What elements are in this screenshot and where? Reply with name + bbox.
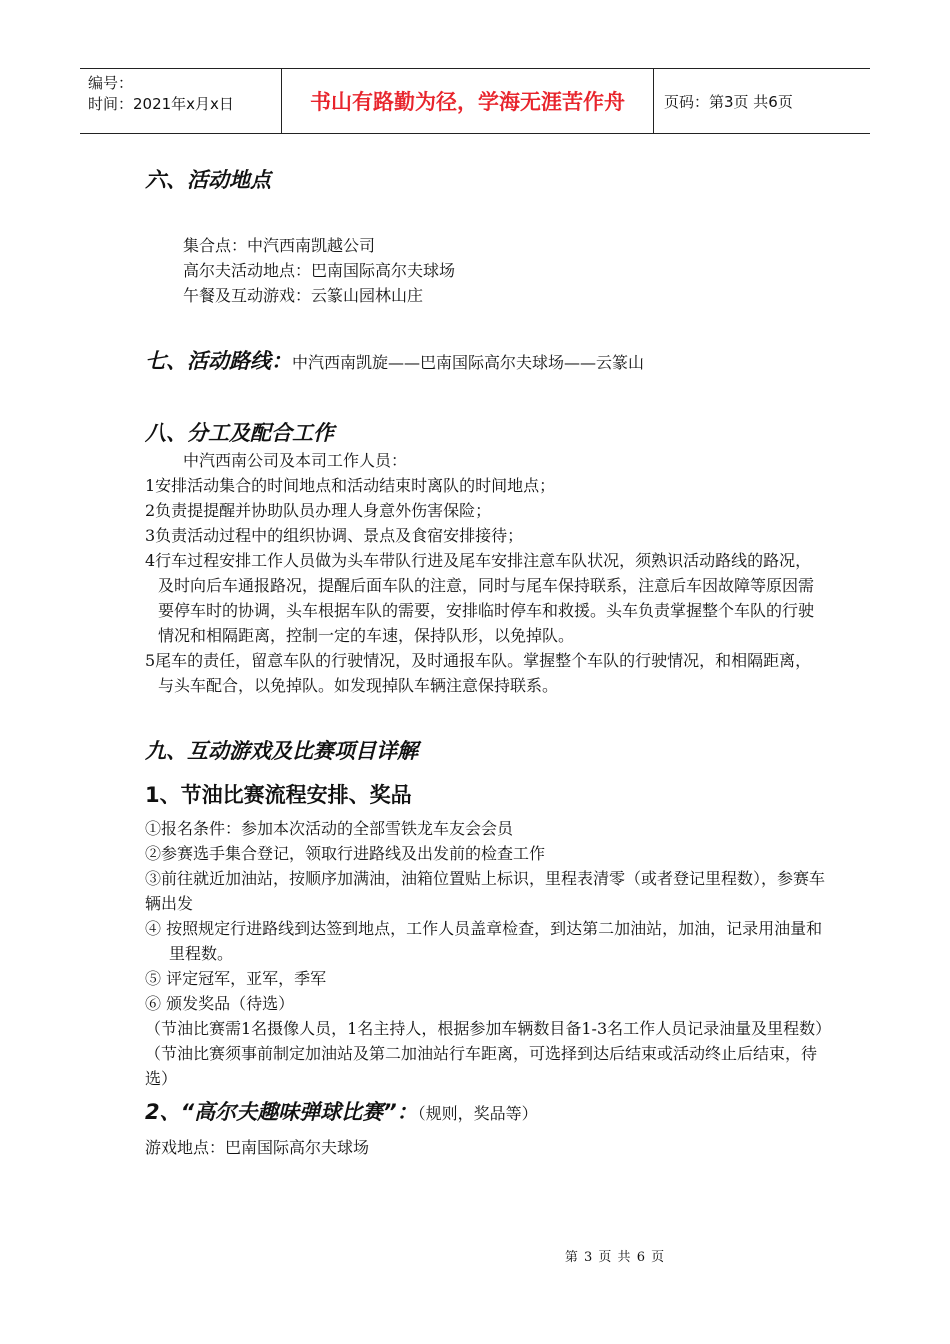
contest-step: ④ 按照规定行进路线到达签到地点，工作人员盖章检查，到达第二加油站，加油，记录用油量和里程数。 xyxy=(145,919,823,963)
header-date: 时间：2021年x月x日 xyxy=(88,95,234,113)
contest-step: ⑤ 评定冠军，亚军，季军 xyxy=(145,969,327,988)
duty-item: 1安排活动集合的时间地点和活动结束时离队的时间地点； xyxy=(145,476,556,495)
section-7-heading: 七、活动路线： xyxy=(145,349,292,373)
subsection-2-note: （规则，奖品等） xyxy=(417,1104,538,1123)
section-6-title: 六、活动地点 xyxy=(145,168,271,192)
subsection-2-heading: 2、“高尔夫趣味弹球比赛”： xyxy=(145,1100,418,1124)
section-8-title: 八、分工及配合工作 xyxy=(145,421,334,445)
route-text: 中汽西南凯旋——巴南国际高尔夫球场——云篆山 xyxy=(292,353,645,372)
staff-intro: 中汽西南公司及本司工作人员： xyxy=(183,451,408,470)
document-body xyxy=(145,165,832,1160)
contest-step: ③前往就近加油站，按顺序加满油，油箱位置贴上标识，里程表清零（或者登记里程数），参赛车辆出发 xyxy=(145,869,826,913)
contest-step: ①报名条件：参加本次活动的全部雪铁龙车友会会员 xyxy=(145,819,514,838)
section-7-title xyxy=(145,346,825,378)
duty-item: 4行车过程安排工作人员做为头车带队行进及尾车安排注意车队状况，须熟识活动路线的路况，及时向后车通报路况，提醒后面车队的注意，同时与尾车保持联系，注意后车因故障等原因需要停车时的协调，头车根据车队的需要，安排临时停车和救援。头车负责掌握整个车队的行驶情况和相隔距离，控制一定的车速，保持队形，以免掉队。 xyxy=(145,551,815,645)
subsection-1-title: 1、节油比赛流程安排、奖品 xyxy=(145,783,412,807)
header-motto: 书山有路勤为径，学海无涯苦作舟 xyxy=(282,69,654,133)
duty-item: 3负责活动过程中的组织协调、景点及食宿安排接待； xyxy=(145,526,524,545)
page-footer: 第 3 页 共 6 页 xyxy=(564,1250,666,1265)
page-header xyxy=(80,68,870,134)
contest-note: （节油比赛需1名摄像人员，1名主持人，根据参加车辆数目备1-3名工作人员记录油量及里程数） xyxy=(145,1019,832,1038)
contest-note: （节油比赛须事前制定加油站及第二加油站行车距离，可选择到达后结束或活动终止后结束，待选） xyxy=(145,1044,818,1088)
contest-step: ⑥ 颁发奖品（待选） xyxy=(145,994,295,1013)
location-line: 午餐及互动游戏：云篆山园林山庄 xyxy=(183,286,424,305)
header-meta xyxy=(80,69,282,133)
duty-item: 2负责提提醒并协助队员办理人身意外伤害保险； xyxy=(145,501,492,520)
location-line: 高尔夫活动地点：巴南国际高尔夫球场 xyxy=(183,261,456,280)
duty-item: 5尾车的责任，留意车队的行驶情况，及时通报车队。掌握整个车队的行驶情况，和相隔距离，与头车配合，以免掉队。如发现掉队车辆注意保持联系。 xyxy=(145,651,812,695)
header-page-info: 页码：第3页 共6页 xyxy=(664,92,793,111)
contest-step: ②参赛选手集合登记，领取行进路线及出发前的检查工作 xyxy=(145,844,546,863)
section-9-title: 九、互动游戏及比赛项目详解 xyxy=(145,739,418,763)
subsection-2-title xyxy=(145,1097,825,1129)
location-line: 集合点：中汽西南凯越公司 xyxy=(183,236,376,255)
game-location: 游戏地点：巴南国际高尔夫球场 xyxy=(145,1138,370,1157)
header-number: 编号： xyxy=(88,74,134,92)
